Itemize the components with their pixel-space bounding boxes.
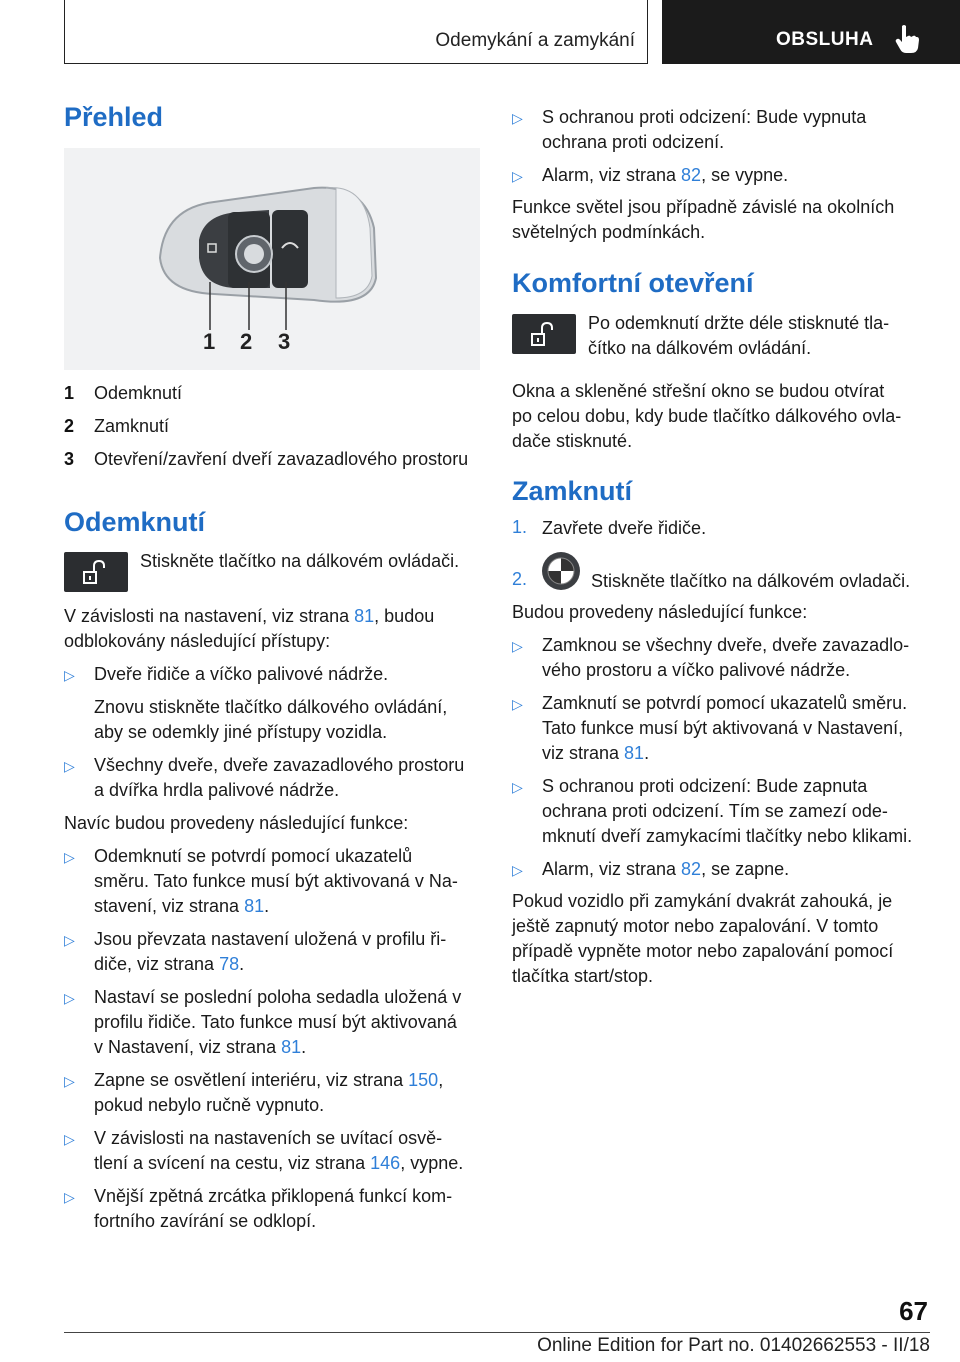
comfort-instruction: Po odemknutí držte déle stisknuté tla- bbox=[588, 313, 890, 333]
comfort-instruction-line2: čítko na dálkovém ovládání. bbox=[588, 338, 812, 358]
lock-anti-theft-on-line3: mknutí dveří zamykacími tlačítky nebo klikami. bbox=[542, 826, 913, 846]
func-turn-signal-line3: stavení, viz strana 81. bbox=[94, 896, 270, 916]
func-interior-light: Zapne se osvětlení interiéru, viz strana 150, bbox=[94, 1070, 444, 1090]
footer-divider bbox=[64, 1332, 930, 1333]
bullet-triangle-icon: ▷ bbox=[512, 779, 523, 795]
func-profile: Jsou převzata nastavení uložená v profilu ři- bbox=[94, 929, 447, 949]
unlock-instruction: Stiskněte tlačítko na dálkovém ovládači. bbox=[140, 551, 460, 571]
bullet-driver-door-line3: aby se odemkly jiné přístupy vozidla. bbox=[94, 722, 388, 742]
lock-functions-intro: Budou provedeny následující funkce: bbox=[512, 602, 808, 622]
lock-anti-theft-on-line2: ochrana proti odcizení. Tím se zamezí ode- bbox=[542, 801, 888, 821]
overview-heading: Přehled bbox=[64, 102, 164, 132]
bullet-triangle-icon: ▷ bbox=[512, 862, 523, 878]
func-mirrors: Vnější zpětná zrcátka přiklopená funkcí kom- bbox=[94, 1186, 453, 1206]
func-profile-line2: diče, viz strana 78. bbox=[94, 954, 245, 974]
comfort-unlock-button-image bbox=[512, 314, 576, 354]
bullet-triangle-icon: ▷ bbox=[64, 1189, 75, 1205]
bullet-triangle-icon: ▷ bbox=[64, 932, 75, 948]
page-ref-link[interactable]: 81 bbox=[244, 896, 265, 916]
comfort-open-heading: Komfortní otevření bbox=[512, 268, 754, 298]
key-fob-illustration bbox=[64, 148, 480, 370]
bullet-triangle-icon: ▷ bbox=[64, 667, 75, 683]
page-ref-link[interactable]: 78 bbox=[219, 954, 240, 974]
legend-num-1: 1 bbox=[64, 383, 75, 403]
page-ref-link[interactable]: 150 bbox=[408, 1070, 439, 1090]
step-num-2: 2. bbox=[512, 569, 528, 589]
windows-note-line3: dače stisknuté. bbox=[512, 431, 633, 451]
legend-num-3: 3 bbox=[64, 449, 75, 469]
lock-all-doors: Zamknou se všechny dveře, dveře zavazadlo- bbox=[542, 635, 910, 655]
func-seat: Nastaví se poslední poloha sedadla uložená v bbox=[94, 987, 462, 1007]
step-close-door: Zavřete dveře řidiče. bbox=[542, 518, 707, 538]
bullet-driver-door: Dveře řidiče a víčko palivové nádrže. bbox=[94, 664, 389, 684]
func-turn-signal-line2: směru. Tato funkce musí být aktivovaná v Na- bbox=[94, 871, 458, 891]
bullet-driver-door-line2: Znovu stiskněte tlačítko dálkového ovládání, bbox=[94, 697, 448, 717]
legend-num-2: 2 bbox=[64, 416, 75, 436]
lock-all-doors-line2: vého prostoru a víčko palivové nádrže. bbox=[542, 660, 851, 680]
bullet-triangle-icon: ▷ bbox=[64, 1073, 75, 1089]
page-ref-link[interactable]: 81 bbox=[624, 743, 645, 763]
legend-text-1: Odemknutí bbox=[94, 383, 183, 403]
page-ref-link[interactable]: 82 bbox=[681, 859, 702, 879]
page-ref-link[interactable]: 81 bbox=[354, 606, 375, 626]
lock-turn-signal-line2: Tato funkce musí být aktivovaná v Nastavení, bbox=[542, 718, 904, 738]
func-anti-theft-off: S ochranou proti odcizení: Bude vypnuta bbox=[542, 107, 867, 127]
hand-pointer-icon bbox=[894, 24, 920, 54]
windows-note: Okna a skleněné střešní okno se budou otvírat bbox=[512, 381, 885, 401]
bullet-triangle-icon: ▷ bbox=[512, 110, 523, 126]
unlock-heading: Odemknutí bbox=[64, 507, 206, 537]
func-seat-line3: v Nastavení, viz strana 81. bbox=[94, 1037, 307, 1057]
honk-note-line2: ještě zapnutý motor nebo zapalování. V tomto bbox=[512, 916, 879, 936]
bullet-all-doors: Všechny dveře, dveře zavazadlového prostoru bbox=[94, 755, 465, 775]
unlock-intro-line1: V závislosti na nastavení, viz strana 81, budou bbox=[64, 606, 435, 626]
windows-note-line2: po celou dobu, kdy bude tlačítko dálkového ovla- bbox=[512, 406, 902, 426]
header-section-box bbox=[64, 0, 648, 64]
key-fob-drawing bbox=[64, 148, 480, 370]
legend-text-3: Otevření/zavření dveří zavazadlového prostoru bbox=[94, 449, 469, 469]
lock-turn-signal: Zamknutí se potvrdí pomocí ukazatelů směru. bbox=[542, 693, 908, 713]
page-ref-link[interactable]: 81 bbox=[281, 1037, 302, 1057]
legend-text-2: Zamknutí bbox=[94, 416, 170, 436]
page-ref-link[interactable]: 146 bbox=[370, 1153, 401, 1173]
unlock-button-image bbox=[64, 552, 128, 592]
bullet-triangle-icon: ▷ bbox=[64, 1131, 75, 1147]
header-chapter-title: OBSLUHA bbox=[776, 29, 874, 50]
page-number: 67 bbox=[899, 1296, 928, 1326]
unlock-padlock-icon bbox=[512, 314, 576, 354]
func-interior-light-line2: pokud nebylo ručně vypnuto. bbox=[94, 1095, 325, 1115]
honk-note-line4: tlačítka start/stop. bbox=[512, 966, 654, 986]
callout-1: 1 bbox=[203, 329, 216, 354]
page-ref-link[interactable]: 82 bbox=[681, 165, 702, 185]
step-press-button: Stiskněte tlačítko na dálkovém ovladači. bbox=[591, 571, 911, 591]
func-seat-line2: profilu řidiče. Tato funkce musí být aktivovaná bbox=[94, 1012, 457, 1032]
additional-functions: Navíc budou provedeny následující funkce: bbox=[64, 813, 409, 833]
bullet-triangle-icon: ▷ bbox=[64, 990, 75, 1006]
footer-edition: Online Edition for Part no. 01402662553 - II/18 bbox=[537, 1335, 930, 1356]
lock-anti-theft-on: S ochranou proti odcizení: Bude zapnuta bbox=[542, 776, 868, 796]
lock-heading: Zamknutí bbox=[512, 476, 633, 506]
bullet-triangle-icon: ▷ bbox=[512, 696, 523, 712]
bullet-triangle-icon: ▷ bbox=[64, 758, 75, 774]
header-chapter-box bbox=[662, 0, 960, 64]
header-section-title: Odemykání a zamykání bbox=[435, 30, 635, 51]
bullet-triangle-icon: ▷ bbox=[64, 849, 75, 865]
func-welcome-light-line2: tlení a svícení na cestu, viz strana 146, vypne. bbox=[94, 1153, 464, 1173]
light-note-line2: světelných podmínkách. bbox=[512, 222, 706, 242]
callout-2: 2 bbox=[240, 329, 253, 354]
bullet-triangle-icon: ▷ bbox=[512, 638, 523, 654]
bmw-logo-icon bbox=[541, 551, 581, 591]
lock-turn-signal-line3: viz strana 81. bbox=[542, 743, 650, 763]
honk-note: Pokud vozidlo při zamykání dvakrát zahouká, je bbox=[512, 891, 893, 911]
unlock-padlock-icon bbox=[64, 552, 128, 592]
honk-note-line3: případě vypněte motor nebo zapalování pomocí bbox=[512, 941, 894, 961]
func-welcome-light: V závislosti na nastaveních se uvítací osvě- bbox=[94, 1128, 443, 1148]
unlock-intro-line2: odblokovány následující přístupy: bbox=[64, 631, 331, 651]
callout-3: 3 bbox=[278, 329, 291, 354]
light-note: Funkce světel jsou případně závislé na okolních bbox=[512, 197, 895, 217]
lock-alarm-on: Alarm, viz strana 82, se zapne. bbox=[542, 859, 790, 879]
bullet-all-doors-line2: a dvířka hrdla palivové nádrže. bbox=[94, 780, 340, 800]
func-anti-theft-off-line2: ochrana proti odcizení. bbox=[542, 132, 725, 152]
step-num-1: 1. bbox=[512, 517, 528, 537]
func-alarm-off: Alarm, viz strana 82, se vypne. bbox=[542, 165, 789, 185]
func-mirrors-line2: fortního zavírání se odklopí. bbox=[94, 1211, 317, 1231]
bullet-triangle-icon: ▷ bbox=[512, 168, 523, 184]
func-turn-signal: Odemknutí se potvrdí pomocí ukazatelů bbox=[94, 846, 413, 866]
